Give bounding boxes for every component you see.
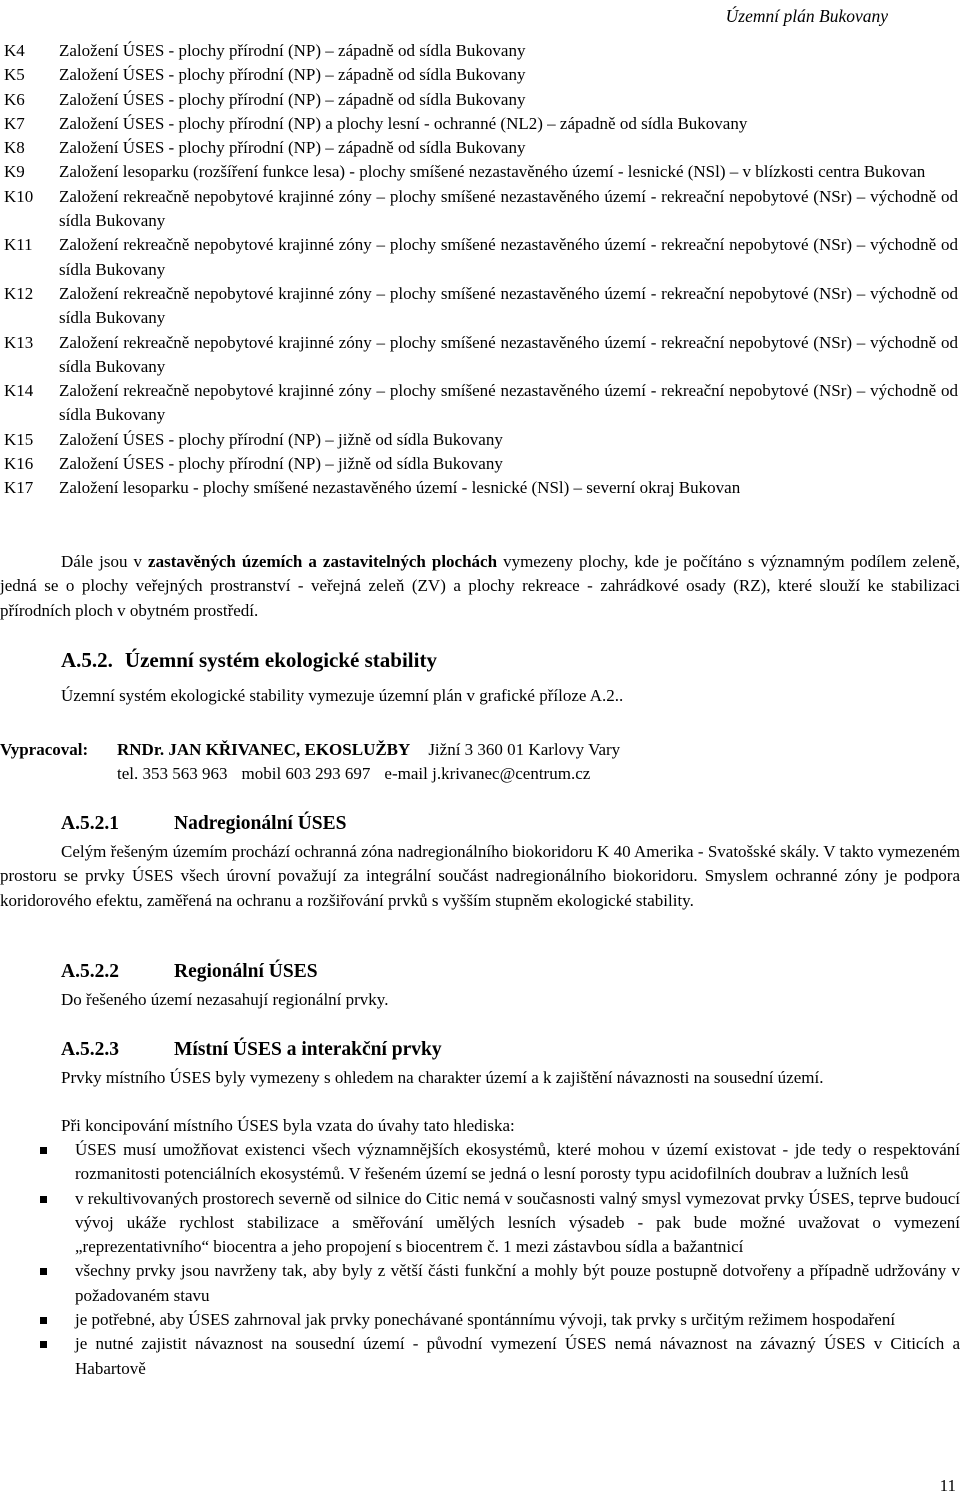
list-item — [4, 39, 960, 63]
section-title: Místní ÚSES a interakční prvky — [174, 1039, 442, 1060]
bullet-text: je nutné zajistit návaznost na sousední území - původní vymezení ÚSES nemá návaznost na závazný ÚSES v Citicích a Habartově — [75, 1334, 960, 1378]
intro-paragraph — [0, 550, 960, 623]
section-title: Regionální ÚSES — [174, 961, 318, 982]
item-code: K4 — [4, 41, 25, 60]
list-item — [0, 1259, 960, 1308]
bullet-text: ÚSES musí umožňovat existenci všech významnějších ekosystémů, které mohou v území existovat - jde tedy o respektování rozmanitosti potenciálních ekosystémů. V řešeném území se jedná o lesní porosty typu acidofilních doubrav a lužních lesů — [75, 1140, 960, 1184]
list-item — [4, 88, 960, 112]
list-item — [4, 63, 960, 87]
list-item — [4, 233, 960, 282]
list-item — [0, 1187, 960, 1260]
item-text: Založení ÚSES - plochy přírodní (NP) – jižně od sídla Bukovany — [59, 454, 503, 474]
page-number: 11 — [939, 1476, 956, 1495]
item-code: K14 — [4, 381, 34, 401]
k-measures-list — [4, 39, 960, 501]
section-number: A.5.2. — [61, 648, 113, 672]
bullet-square-icon — [0, 1138, 75, 1187]
item-code: K9 — [4, 162, 25, 182]
item-code: K11 — [4, 235, 33, 255]
item-code: K13 — [4, 332, 34, 352]
list-item — [4, 136, 960, 160]
list-item — [4, 160, 960, 184]
item-code: K7 — [4, 113, 25, 133]
list-item — [4, 476, 960, 500]
author-block — [0, 738, 620, 762]
section-a522-text: Do řešeného území nezasahují regionální prvky. — [61, 990, 389, 1009]
section-number: A.5.2.1 — [61, 813, 119, 834]
section-title: Územní systém ekologické stability — [124, 648, 437, 672]
section-title: Nadregionální ÚSES — [174, 813, 347, 834]
item-text: Založení ÚSES - plochy přírodní (NP) – západně od sídla Bukovany — [59, 65, 526, 85]
list-item — [0, 1308, 960, 1332]
section-heading-a521 — [61, 812, 346, 836]
author-mobil: mobil 603 293 697 — [241, 764, 371, 783]
section-a52-text: Územní systém ekologické stability vymezuje územní plán v grafické příloze A.2.. — [61, 686, 624, 705]
item-text: Založení ÚSES - plochy přírodní (NP) – západně od sídla Bukovany — [59, 89, 526, 109]
author-address: Jižní 3 360 01 Karlovy Vary — [428, 740, 621, 759]
section-a523-text1: Prvky místního ÚSES byly vymezeny s ohledem na charakter území a k zajištění návaznosti na sousední území. — [61, 1068, 824, 1087]
author-label: Vypracoval: — [0, 740, 89, 759]
item-text: Založení rekreačně nepobytové krajinné zóny – plochy smíšené nezastavěného území - rekreační nepobytové (NSr) – východně od sídla Bukovany — [59, 332, 958, 376]
list-item — [4, 331, 960, 380]
item-text: Založení rekreačně nepobytové krajinné zóny – plochy smíšené nezastavěného území - rekreační nepobytové (NSr) – východně od sídla Bukovany — [59, 186, 958, 231]
page-header-title: Územní plán Bukovany — [725, 6, 888, 26]
section-number: A.5.2.3 — [61, 1039, 119, 1060]
section-heading-a52 — [61, 648, 437, 672]
item-text: Založení ÚSES - plochy přírodní (NP) a plochy lesní - ochranné (NL2) – západně od sídla Bukovany — [59, 113, 748, 133]
author-tel: tel. 353 563 963 — [117, 764, 228, 783]
item-code: K6 — [4, 89, 25, 109]
section-a521-text: Celým řešeným územím prochází ochranná zóna nadregionálního biokoridoru K 40 Amerika - Svatošské skály. V takto vymezeném prostoru se prvky ÚSES všech úrovní považují za integrální součást nadregionálního biokoridoru. Smyslem ochranné zóny je podpora koridorového efektu, zaměřená na ochranu a rozšiřování prvků s vyšším stupněm ekologické stability. — [0, 842, 960, 910]
bullet-text: v rekultivovaných prostorech severně od silnice do Citic nemá v současnosti valný smysl vymezovat prvky ÚSES, teprve budoucí vývoj ukáže rychlost stabilizace a směřování umělých lesních výsadeb - pak bude možné uvažovat o vymezení „reprezentativního“ biocentra a jeho propojení s biocentrem č. 1 mezi zástavbou sídla a bažantnicí — [75, 1188, 960, 1257]
bullet-square-icon — [0, 1259, 75, 1308]
author-name: RNDr. JAN KŘIVANEC, EKOSLUŽBY — [117, 740, 411, 759]
item-code: K5 — [4, 65, 25, 85]
section-heading-a522 — [61, 960, 318, 984]
list-item — [4, 379, 960, 428]
bullet-square-icon — [0, 1187, 75, 1260]
item-code: K12 — [4, 283, 34, 303]
list-item — [4, 185, 960, 234]
author-email: e-mail j.krivanec@centrum.cz — [384, 764, 591, 783]
item-text: Založení ÚSES - plochy přírodní (NP) – jižně od sídla Bukovany — [59, 429, 503, 449]
list-item — [0, 1138, 960, 1187]
item-text: Založení ÚSES - plochy přírodní (NP) – západně od sídla Bukovany — [59, 41, 526, 60]
item-text: Založení lesoparku (rozšíření funkce lesa) - plochy smíšené nezastavěného území - lesnické (NSl) – v blízkosti centra Bukovan — [59, 162, 926, 182]
contact-line — [117, 762, 604, 786]
item-code: K16 — [4, 454, 34, 474]
list-item — [4, 428, 960, 452]
intro-post: vymezeny plochy, kde je počítáno s významným podílem zeleně, jedná se o plochy veřejných prostranství - veřejná zeleň (ZV) a plochy rekreace - zahrádkové osady (RZ), které slouží ke stabilizaci přírodních ploch v obytném prostředí. — [0, 552, 960, 620]
bullet-text: všechny prvky jsou navrženy tak, aby byly z větší části funkční a mohly být pouze postupně dotvořeny a případně udržovány v požadovaném stavu — [75, 1261, 960, 1305]
list-item — [4, 452, 960, 476]
item-code: K10 — [4, 186, 34, 206]
bullet-square-icon — [0, 1332, 75, 1381]
intro-bold: zastavěných územích a zastavitelných plochách — [148, 552, 498, 571]
item-text: Založení rekreačně nepobytové krajinné zóny – plochy smíšené nezastavěného území - rekreační nepobytové (NSr) – východně od sídla Bukovany — [59, 283, 958, 328]
bullet-square-icon — [0, 1308, 75, 1332]
list-item — [4, 112, 960, 136]
item-text: Založení ÚSES - plochy přírodní (NP) – západně od sídla Bukovany — [59, 138, 526, 158]
section-number: A.5.2.2 — [61, 961, 119, 982]
item-text: Založení lesoparku - plochy smíšené nezastavěného území - lesnické (NSl) – severní okraj Bukovan — [59, 478, 741, 498]
list-item — [4, 282, 960, 331]
bullet-text: je potřebné, aby ÚSES zahrnoval jak prvky ponechávané spontánnímu vývoji, tak prvky s určitým režimem hospodaření — [75, 1310, 896, 1330]
intro-pre: Dále jsou v — [61, 552, 149, 571]
item-code: K15 — [4, 429, 34, 449]
section-a523-text2: Při koncipování místního ÚSES byla vzata do úvahy tato hlediska: — [61, 1116, 515, 1135]
item-text: Založení rekreačně nepobytové krajinné zóny – plochy smíšené nezastavěného území - rekreační nepobytové (NSr) – východně od sídla Bukovany — [59, 235, 958, 279]
criteria-bullet-list — [0, 1138, 960, 1381]
item-code: K8 — [4, 138, 25, 158]
item-text: Založení rekreačně nepobytové krajinné zóny – plochy smíšené nezastavěného území - rekreační nepobytové (NSr) – východně od sídla Bukovany — [59, 381, 958, 425]
list-item — [0, 1332, 960, 1381]
item-code: K17 — [4, 478, 34, 498]
section-heading-a523 — [61, 1038, 442, 1062]
